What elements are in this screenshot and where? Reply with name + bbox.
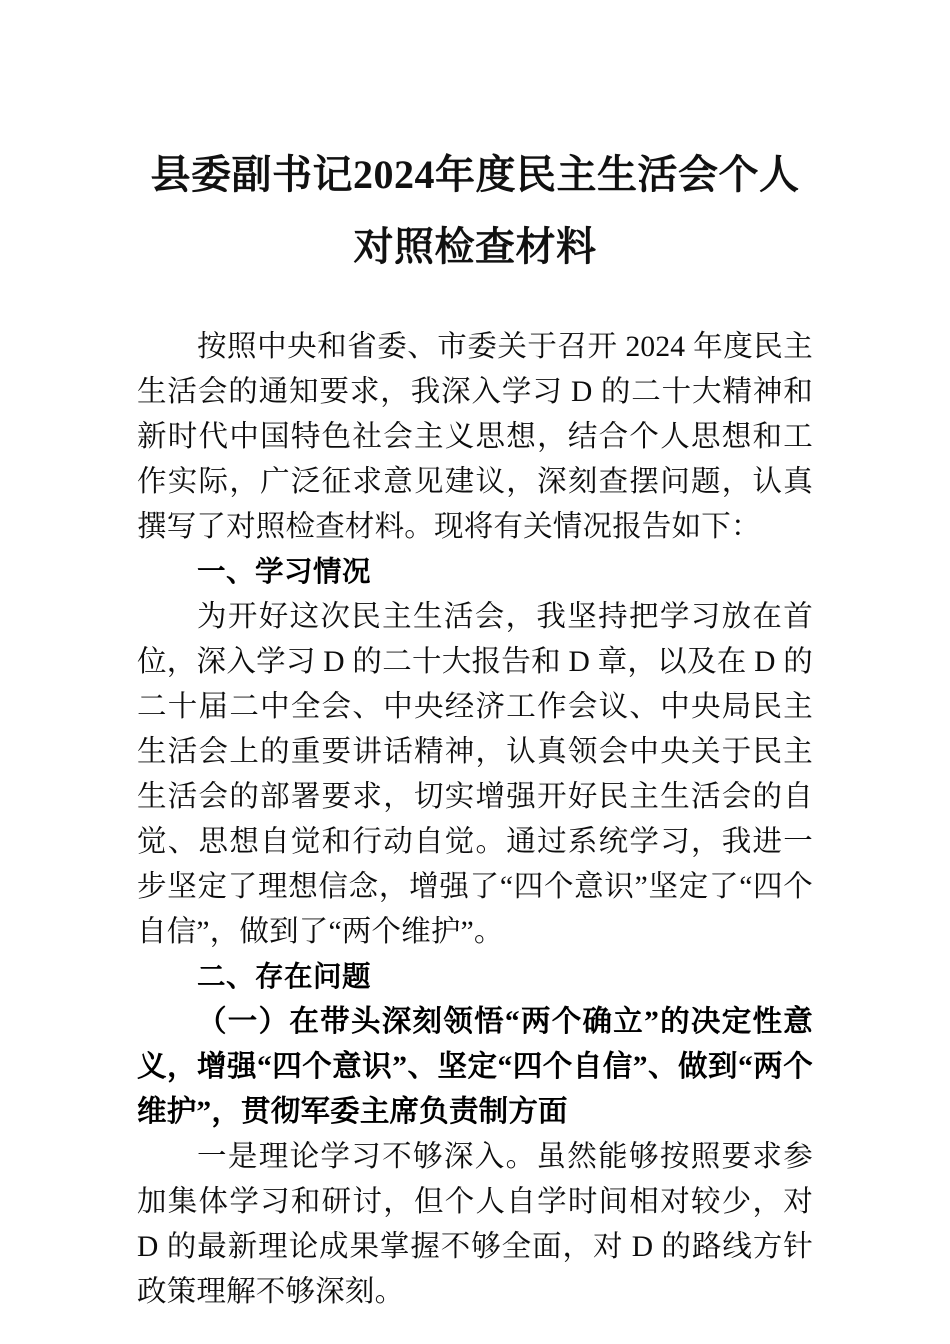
intro-paragraph: 按照中央和省委、市委关于召开 2024 年度民主生活会的通知要求，我深入学习 D 的二十大精神和新时代中国特色社会主义思想，结合个人思想和工作实际，广泛征求意见建议，深刻查摆问题，认真撰写了对照检查材料。现将有关情况报告如下：	[137, 331, 813, 543]
subsection-heading-1: （一）在带头深刻领悟“两个确立”的决定性意义，增强“四个意识”、坚定“四个自信”、做到“两个维护”，贯彻军委主席负责制方面	[137, 1006, 813, 1128]
problem-item-1-paragraph: 一是理论学习不够深入。虽然能够按照要求参加集体学习和研讨，但个人自学时间相对较少，对 D 的最新理论成果掌握不够全面，对 D 的路线方针政策理解不够深刻。	[137, 1141, 813, 1308]
section-heading-1: 一、学习情况	[197, 556, 372, 588]
study-situation-paragraph: 为开好这次民主生活会，我坚持把学习放在首位，深入学习 D 的二十大报告和 D 章，以及在 D 的二十届二中全会、中央经济工作会议、中央局民主生活会上的重要讲话精神，认真领会中央关于民主生活会的部署要求，切实增强开好民主生活会的自觉、思想自觉和行动自觉。通过系统学习，我进一步坚定了理想信念，增强了“四个意识”坚定了“四个自信”，做到了“两个维护”。	[137, 601, 813, 948]
document-body	[137, 325, 813, 1315]
section-heading-2: 二、存在问题	[197, 961, 372, 993]
page-title: 县委副书记2024年度民主生活会个人对照检查材料	[150, 151, 800, 269]
